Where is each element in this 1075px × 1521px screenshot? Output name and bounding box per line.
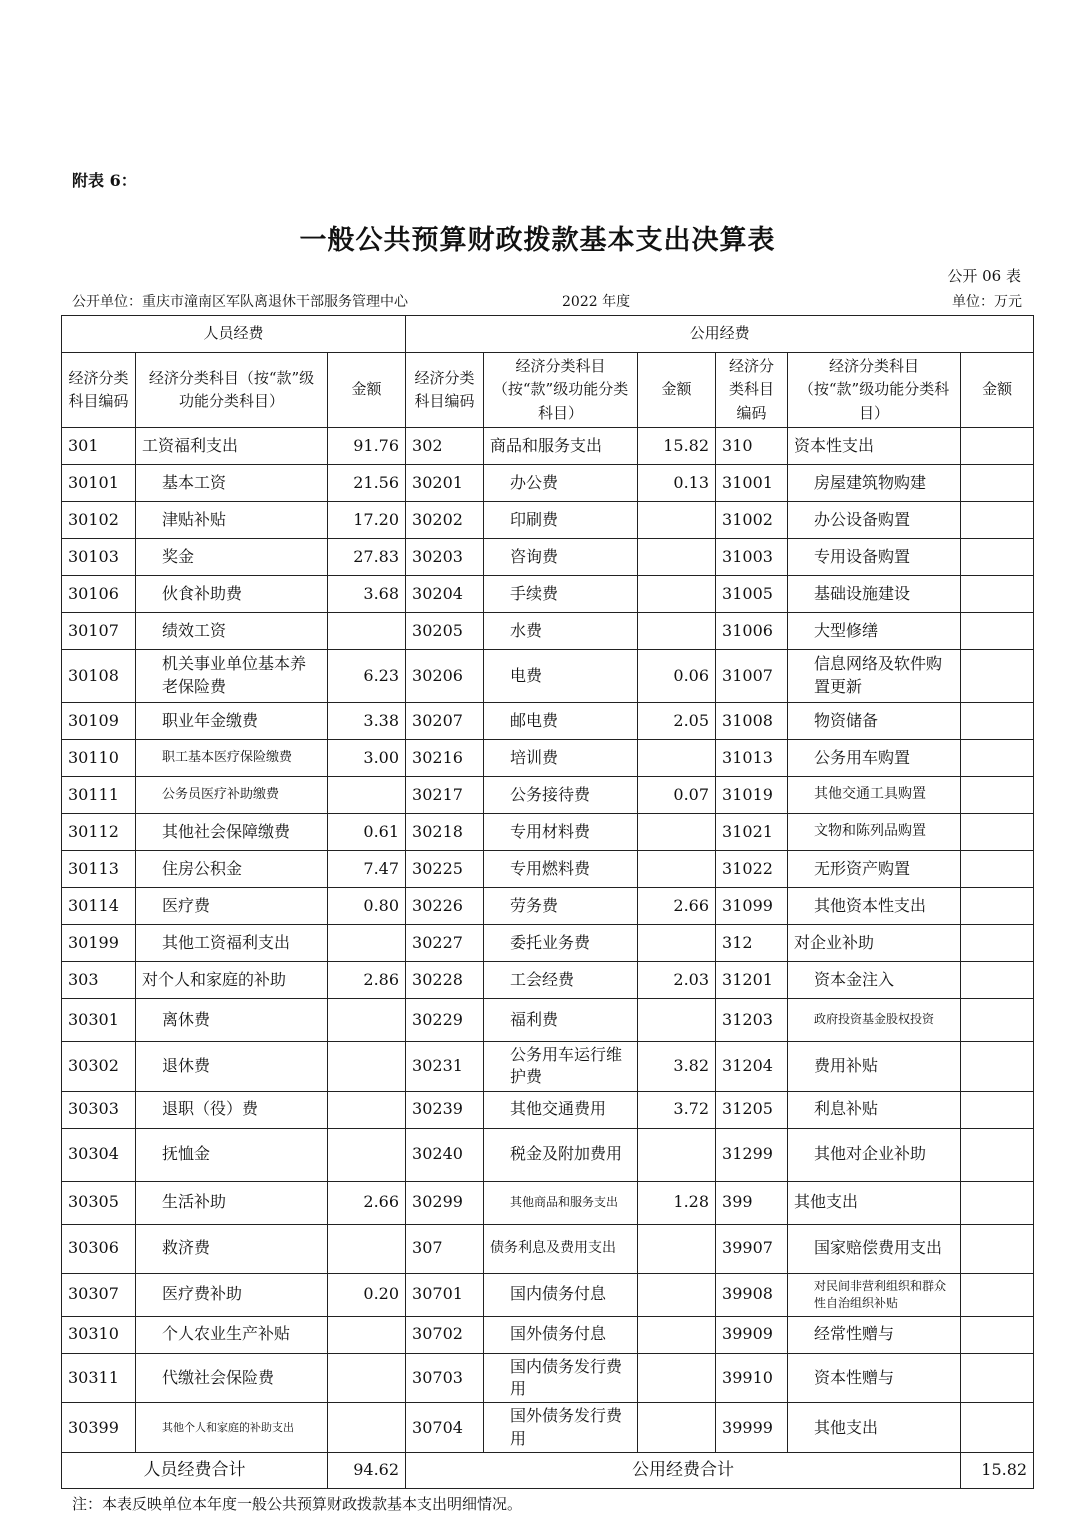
amount-cell: [638, 1273, 716, 1316]
item-name-cell: 工会经费: [484, 961, 638, 998]
item-name-cell: 其他支出: [788, 1181, 961, 1224]
table-row: [62, 887, 1034, 924]
item-name-cell: 抚恤金: [136, 1128, 328, 1181]
code-cell: 30302: [62, 1041, 136, 1091]
publishing-unit: 公开单位：重庆市潼南区军队离退休干部服务管理中心: [72, 294, 408, 310]
code-cell: 39909: [716, 1316, 788, 1353]
item-name-cell: 医疗费补助: [136, 1273, 328, 1316]
code-cell: 30228: [406, 961, 484, 998]
item-name-cell: 专用燃料费: [484, 850, 638, 887]
amount-cell: [328, 1091, 406, 1128]
item-name-cell: 劳务费: [484, 887, 638, 924]
personnel-total-value: 94.62: [328, 1453, 406, 1489]
item-name-cell: 专用设备购置: [788, 538, 961, 575]
table-row: [62, 1181, 1034, 1224]
item-name-cell: 职工基本医疗保险缴费: [136, 739, 328, 776]
table-row: [62, 501, 1034, 538]
table-row: [62, 850, 1034, 887]
amount-cell: 0.61: [328, 813, 406, 850]
amount-cell: [961, 850, 1034, 887]
amount-cell: [961, 1353, 1034, 1403]
amount-cell: [961, 739, 1034, 776]
item-name-cell: 其他对企业补助: [788, 1128, 961, 1181]
table-row: [62, 1316, 1034, 1353]
form-number: 公开 06 表: [947, 267, 1021, 285]
code-cell: 30399: [62, 1403, 136, 1453]
item-name-cell: 公务员医疗补助缴费: [136, 776, 328, 813]
table-row: [62, 1128, 1034, 1181]
amount-cell: 2.05: [638, 702, 716, 739]
code-cell: 31021: [716, 813, 788, 850]
code-cell: 31013: [716, 739, 788, 776]
item-name-cell: 代缴社会保险费: [136, 1353, 328, 1403]
item-name-cell: 其他社会保障缴费: [136, 813, 328, 850]
item-name-cell: 手续费: [484, 575, 638, 612]
code-cell: 30226: [406, 887, 484, 924]
item-name-cell: 物资储备: [788, 702, 961, 739]
amount-cell: 15.82: [638, 427, 716, 464]
amount-cell: [638, 1128, 716, 1181]
item-name-cell: 公务用车运行维护费: [484, 1041, 638, 1091]
code-cell: 30225: [406, 850, 484, 887]
item-name-cell: 咨询费: [484, 538, 638, 575]
code-cell: 30306: [62, 1224, 136, 1273]
code-cell: 30218: [406, 813, 484, 850]
item-name-cell: 培训费: [484, 739, 638, 776]
amount-cell: [961, 427, 1034, 464]
code-cell: 30102: [62, 501, 136, 538]
item-name-cell: 退休费: [136, 1041, 328, 1091]
item-name-cell: 办公设备购置: [788, 501, 961, 538]
amount-cell: 3.38: [328, 702, 406, 739]
money-unit: 单位：万元: [952, 294, 1022, 310]
header-amount: 金额: [961, 353, 1034, 428]
public-total-value: 15.82: [961, 1453, 1034, 1489]
table-row: [62, 813, 1034, 850]
code-cell: 30217: [406, 776, 484, 813]
amount-cell: [961, 612, 1034, 649]
code-cell: 30201: [406, 464, 484, 501]
amount-cell: 2.66: [638, 887, 716, 924]
item-name-cell: 资本性支出: [788, 427, 961, 464]
table-row: [62, 776, 1034, 813]
table-row: [62, 924, 1034, 961]
item-name-cell: 基础设施建设: [788, 575, 961, 612]
header-name: 经济分类科目（按“款”级功能分类科目）: [136, 353, 328, 428]
item-name-cell: 生活补助: [136, 1181, 328, 1224]
code-cell: 30311: [62, 1353, 136, 1403]
amount-cell: [961, 1224, 1034, 1273]
header-amount: 金额: [328, 353, 406, 428]
item-name-cell: 福利费: [484, 998, 638, 1041]
amount-cell: 6.23: [328, 649, 406, 702]
code-cell: 30704: [406, 1403, 484, 1453]
amount-cell: 0.20: [328, 1273, 406, 1316]
column-header-row: [62, 353, 1034, 428]
item-name-cell: 对民间非营利组织和群众性自治组织补贴: [788, 1273, 961, 1316]
item-name-cell: 税金及附加费用: [484, 1128, 638, 1181]
amount-cell: [961, 924, 1034, 961]
amount-cell: [961, 813, 1034, 850]
amount-cell: 2.03: [638, 961, 716, 998]
table-row: [62, 538, 1034, 575]
amount-cell: [961, 887, 1034, 924]
item-name-cell: 医疗费: [136, 887, 328, 924]
code-cell: 30203: [406, 538, 484, 575]
amount-cell: 0.07: [638, 776, 716, 813]
amount-cell: [961, 1316, 1034, 1353]
item-name-cell: 委托业务费: [484, 924, 638, 961]
amount-cell: [638, 1224, 716, 1273]
section-header-row: [62, 316, 1034, 353]
code-cell: 30101: [62, 464, 136, 501]
code-cell: 30109: [62, 702, 136, 739]
amount-cell: [961, 961, 1034, 998]
amount-cell: [961, 1091, 1034, 1128]
code-cell: 30107: [62, 612, 136, 649]
code-cell: 30207: [406, 702, 484, 739]
item-name-cell: 国内债务付息: [484, 1273, 638, 1316]
code-cell: 30310: [62, 1316, 136, 1353]
section-personnel: 人员经费: [62, 316, 406, 353]
item-name-cell: 职业年金缴费: [136, 702, 328, 739]
amount-cell: [638, 1403, 716, 1453]
item-name-cell: 印刷费: [484, 501, 638, 538]
item-name-cell: 津贴补贴: [136, 501, 328, 538]
item-name-cell: 利息补贴: [788, 1091, 961, 1128]
code-cell: 31299: [716, 1128, 788, 1181]
amount-cell: [328, 1316, 406, 1353]
code-cell: 31205: [716, 1091, 788, 1128]
amount-cell: [638, 612, 716, 649]
code-cell: 31008: [716, 702, 788, 739]
amount-cell: [961, 1041, 1034, 1091]
code-cell: 30113: [62, 850, 136, 887]
code-cell: 30199: [62, 924, 136, 961]
code-cell: 30701: [406, 1273, 484, 1316]
item-name-cell: 对个人和家庭的补助: [136, 961, 328, 998]
amount-cell: [638, 575, 716, 612]
code-cell: 31019: [716, 776, 788, 813]
amount-cell: 3.00: [328, 739, 406, 776]
item-name-cell: 其他交通工具购置: [788, 776, 961, 813]
amount-cell: [961, 702, 1034, 739]
code-cell: 30103: [62, 538, 136, 575]
table-row: [62, 1403, 1034, 1453]
header-code: 经济分类科目编码: [62, 353, 136, 428]
item-name-cell: 政府投资基金股权投资: [788, 998, 961, 1041]
item-name-cell: 其他交通费用: [484, 1091, 638, 1128]
amount-cell: [638, 1353, 716, 1403]
code-cell: 30307: [62, 1273, 136, 1316]
code-cell: 30106: [62, 575, 136, 612]
amount-cell: [328, 1128, 406, 1181]
item-name-cell: 国外债务发行费用: [484, 1403, 638, 1453]
item-name-cell: 办公费: [484, 464, 638, 501]
code-cell: 31005: [716, 575, 788, 612]
public-total-label: 公用经费合计: [406, 1453, 961, 1489]
code-cell: 30703: [406, 1353, 484, 1403]
item-name-cell: 资本金注入: [788, 961, 961, 998]
amount-cell: 2.66: [328, 1181, 406, 1224]
item-name-cell: 费用补贴: [788, 1041, 961, 1091]
header-code: 经济分类科目编码: [406, 353, 484, 428]
item-name-cell: 公务接待费: [484, 776, 638, 813]
amount-cell: [638, 813, 716, 850]
code-cell: 30202: [406, 501, 484, 538]
code-cell: 30112: [62, 813, 136, 850]
code-cell: 30205: [406, 612, 484, 649]
table-row: [62, 575, 1034, 612]
amount-cell: [328, 1403, 406, 1453]
amount-cell: [961, 998, 1034, 1041]
code-cell: 39910: [716, 1353, 788, 1403]
item-name-cell: 工资福利支出: [136, 427, 328, 464]
totals-row: [62, 1453, 1034, 1489]
code-cell: 30239: [406, 1091, 484, 1128]
amount-cell: 17.20: [328, 501, 406, 538]
code-cell: 39907: [716, 1224, 788, 1273]
item-name-cell: 对企业补助: [788, 924, 961, 961]
table-row: [62, 702, 1034, 739]
amount-cell: 91.76: [328, 427, 406, 464]
table-row: [62, 612, 1034, 649]
amount-cell: 0.13: [638, 464, 716, 501]
code-cell: 30206: [406, 649, 484, 702]
code-cell: 39999: [716, 1403, 788, 1453]
item-name-cell: 国家赔偿费用支出: [788, 1224, 961, 1273]
table-row: [62, 1091, 1034, 1128]
code-cell: 30304: [62, 1128, 136, 1181]
item-name-cell: 房屋建筑物购建: [788, 464, 961, 501]
code-cell: 307: [406, 1224, 484, 1273]
expenditure-table: [61, 315, 1034, 1489]
code-cell: 30108: [62, 649, 136, 702]
item-name-cell: 国外债务付息: [484, 1316, 638, 1353]
amount-cell: [961, 1128, 1034, 1181]
code-cell: 30305: [62, 1181, 136, 1224]
amount-cell: [328, 776, 406, 813]
item-name-cell: 大型修缮: [788, 612, 961, 649]
table-row: [62, 427, 1034, 464]
item-name-cell: 无形资产购置: [788, 850, 961, 887]
code-cell: 31003: [716, 538, 788, 575]
item-name-cell: 退职（役）费: [136, 1091, 328, 1128]
code-cell: 30110: [62, 739, 136, 776]
amount-cell: [638, 739, 716, 776]
amount-cell: [961, 776, 1034, 813]
code-cell: 301: [62, 427, 136, 464]
amount-cell: [638, 850, 716, 887]
section-public: 公用经费: [406, 316, 1034, 353]
header-name: 经济分类科目（按“款”级功能分类科目）: [484, 353, 638, 428]
code-cell: 30111: [62, 776, 136, 813]
code-cell: 302: [406, 427, 484, 464]
item-name-cell: 奖金: [136, 538, 328, 575]
amount-cell: [961, 649, 1034, 702]
item-name-cell: 伙食补助费: [136, 575, 328, 612]
amount-cell: [961, 575, 1034, 612]
code-cell: 31204: [716, 1041, 788, 1091]
code-cell: 30702: [406, 1316, 484, 1353]
item-name-cell: 离休费: [136, 998, 328, 1041]
code-cell: 30216: [406, 739, 484, 776]
amount-cell: [328, 998, 406, 1041]
table-row: [62, 739, 1034, 776]
header-code: 经济分类科目编码: [716, 353, 788, 428]
amount-cell: [961, 1181, 1034, 1224]
code-cell: 312: [716, 924, 788, 961]
item-name-cell: 其他资本性支出: [788, 887, 961, 924]
code-cell: 30227: [406, 924, 484, 961]
item-name-cell: 文物和陈列品购置: [788, 813, 961, 850]
header-name: 经济分类科目（按“款”级功能分类科目）: [788, 353, 961, 428]
item-name-cell: 经常性赠与: [788, 1316, 961, 1353]
code-cell: 30114: [62, 887, 136, 924]
amount-cell: [328, 1041, 406, 1091]
code-cell: 30301: [62, 998, 136, 1041]
amount-cell: [961, 538, 1034, 575]
code-cell: 39908: [716, 1273, 788, 1316]
code-cell: 30231: [406, 1041, 484, 1091]
amount-cell: [328, 924, 406, 961]
item-name-cell: 债务利息及费用支出: [484, 1224, 638, 1273]
amount-cell: [638, 1316, 716, 1353]
table-row: [62, 1224, 1034, 1273]
amount-cell: 2.86: [328, 961, 406, 998]
code-cell: 31001: [716, 464, 788, 501]
amount-cell: [961, 1273, 1034, 1316]
amount-cell: 3.68: [328, 575, 406, 612]
amount-cell: [328, 1353, 406, 1403]
code-cell: 31006: [716, 612, 788, 649]
code-cell: 399: [716, 1181, 788, 1224]
table-row: [62, 1041, 1034, 1091]
item-name-cell: 其他工资福利支出: [136, 924, 328, 961]
amount-cell: [638, 538, 716, 575]
amount-cell: [961, 1403, 1034, 1453]
header-amount: 金额: [638, 353, 716, 428]
code-cell: 31201: [716, 961, 788, 998]
amount-cell: 7.47: [328, 850, 406, 887]
code-cell: 31203: [716, 998, 788, 1041]
amount-cell: 3.72: [638, 1091, 716, 1128]
item-name-cell: 信息网络及软件购置更新: [788, 649, 961, 702]
code-cell: 303: [62, 961, 136, 998]
item-name-cell: 其他支出: [788, 1403, 961, 1453]
code-cell: 310: [716, 427, 788, 464]
item-name-cell: 绩效工资: [136, 612, 328, 649]
code-cell: 30229: [406, 998, 484, 1041]
table-note: 注：本表反映单位本年度一般公共预算财政拨款基本支出明细情况。: [72, 1495, 523, 1513]
table-row: [62, 961, 1034, 998]
item-name-cell: 商品和服务支出: [484, 427, 638, 464]
amount-cell: [961, 464, 1034, 501]
amount-cell: [638, 501, 716, 538]
item-name-cell: 资本性赠与: [788, 1353, 961, 1403]
amount-cell: 0.80: [328, 887, 406, 924]
amount-cell: [961, 501, 1034, 538]
code-cell: 30299: [406, 1181, 484, 1224]
code-cell: 30204: [406, 575, 484, 612]
item-name-cell: 国内债务发行费用: [484, 1353, 638, 1403]
code-cell: 31007: [716, 649, 788, 702]
amount-cell: 27.83: [328, 538, 406, 575]
item-name-cell: 专用材料费: [484, 813, 638, 850]
amount-cell: 0.06: [638, 649, 716, 702]
item-name-cell: 电费: [484, 649, 638, 702]
code-cell: 31022: [716, 850, 788, 887]
table-row: [62, 649, 1034, 702]
item-name-cell: 个人农业生产补贴: [136, 1316, 328, 1353]
code-cell: 30240: [406, 1128, 484, 1181]
item-name-cell: 邮电费: [484, 702, 638, 739]
amount-cell: [638, 998, 716, 1041]
code-cell: 30303: [62, 1091, 136, 1128]
amount-cell: 3.82: [638, 1041, 716, 1091]
page-title: 一般公共预算财政拨款基本支出决算表: [299, 225, 776, 256]
item-name-cell: 救济费: [136, 1224, 328, 1273]
amount-cell: [638, 924, 716, 961]
code-cell: 31002: [716, 501, 788, 538]
code-cell: 31099: [716, 887, 788, 924]
personnel-total-label: 人员经费合计: [62, 1453, 328, 1489]
item-name-cell: 水费: [484, 612, 638, 649]
amount-cell: [328, 1224, 406, 1273]
item-name-cell: 机关事业单位基本养老保险费: [136, 649, 328, 702]
attachment-label: 附表 6：: [72, 171, 137, 190]
item-name-cell: 公务用车购置: [788, 739, 961, 776]
table-row: [62, 998, 1034, 1041]
table-row: [62, 1273, 1034, 1316]
amount-cell: 21.56: [328, 464, 406, 501]
amount-cell: 1.28: [638, 1181, 716, 1224]
item-name-cell: 基本工资: [136, 464, 328, 501]
item-name-cell: 其他商品和服务支出: [484, 1181, 638, 1224]
item-name-cell: 住房公积金: [136, 850, 328, 887]
fiscal-year: 2022 年度: [562, 294, 631, 310]
meta-line: [72, 291, 1022, 311]
table-row: [62, 1353, 1034, 1403]
item-name-cell: 其他个人和家庭的补助支出: [136, 1403, 328, 1453]
table-row: [62, 464, 1034, 501]
amount-cell: [328, 612, 406, 649]
